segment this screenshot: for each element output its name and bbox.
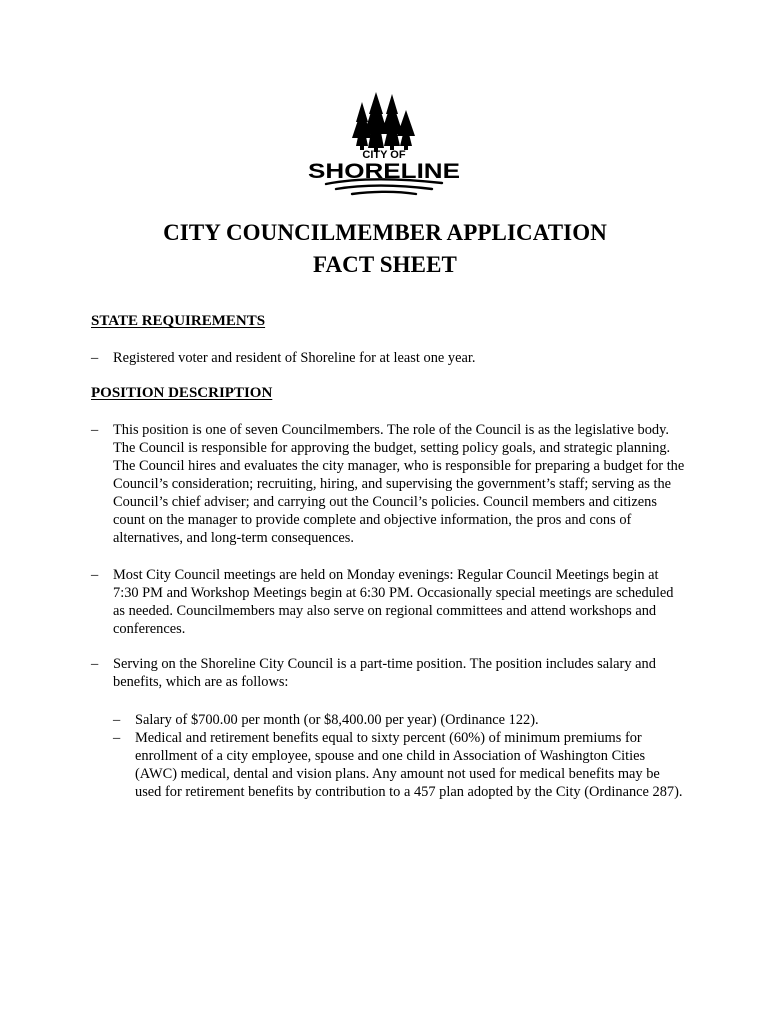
dash-bullet-icon: – xyxy=(91,422,99,438)
sub-list-item xyxy=(113,729,688,801)
document-subtitle: FACT SHEET xyxy=(313,252,457,277)
dash-bullet-icon: – xyxy=(91,656,99,672)
logo-graphic xyxy=(296,88,472,200)
list-item-text: Registered voter and resident of Shoreline for at least one year. xyxy=(113,350,476,366)
list-item xyxy=(91,349,701,367)
sub-list-item-text: Salary of $700.00 per month (or $8,400.00 per year) (Ordinance 122). xyxy=(135,712,539,728)
list-item-text: This position is one of seven Councilmembers. The role of the Council is as the legislative body. The Council is responsible for approving the budget, setting policy goals, and strategic planning. The Council hires and evaluates the city manager, who is responsible for preparing a budget for the Council’s consideration; recruiting, hiring, and supervising the government’s staff; serving as the Council’s chief adviser; and carrying out the Council’s policies. Council members and citizens count on the manager to provide complete and objective information, the pros and cons of alternatives, and long-term consequences. xyxy=(113,422,685,546)
list-item xyxy=(91,655,686,691)
logo-city-of: CITY OF xyxy=(362,149,406,161)
list-item-text: Most City Council meetings are held on Monday evenings: Regular Council Meetings begin at 7:30 PM and Workshop Meetings begin at 6:30 PM. Occasionally special meetings are scheduled as needed. Councilmembers may also serve on regional committees and attend workshops and conferences. xyxy=(113,567,674,637)
document-title: CITY COUNCILMEMBER APPLICATION xyxy=(163,220,607,245)
state-requirements-heading: STATE REQUIREMENTS xyxy=(91,313,266,329)
dash-bullet-icon: – xyxy=(91,350,99,366)
list-item-text: Serving on the Shoreline City Council is a part-time position. The position includes salary and benefits, which are as follows: xyxy=(113,656,656,690)
trees-icon xyxy=(352,92,415,152)
dash-bullet-icon: – xyxy=(113,712,121,728)
list-item xyxy=(91,421,686,547)
dash-bullet-icon: – xyxy=(91,567,99,583)
list-item xyxy=(91,566,686,638)
logo-shoreline: SHORELINE xyxy=(308,160,460,183)
dash-bullet-icon: – xyxy=(113,730,121,746)
sub-list-item-text: Medical and retirement benefits equal to sixty percent (60%) of minimum premiums for enrollment of a city employee, spouse and one child in Association of Washington Cities (AWC) medical, dental and vision plans. Any amount not used for medical benefits may be used for retirement benefits by contribution to a 457 plan adopted by the City (Ordinance 287). xyxy=(135,730,683,800)
city-of-shoreline-logo xyxy=(296,88,472,200)
position-description-heading: POSITION DESCRIPTION xyxy=(91,385,273,401)
sub-list-item xyxy=(113,711,688,729)
